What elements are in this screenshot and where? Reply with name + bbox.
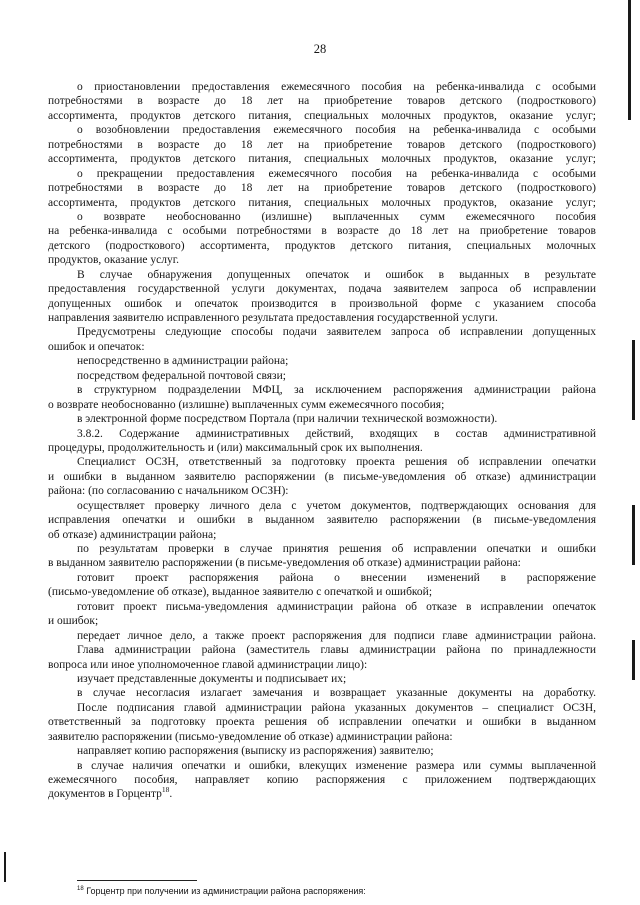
text-line: предоставления государственной услуги документах, подача заявителем запроса об исправлении xyxy=(48,283,596,296)
text-line: о возобновлении предоставления ежемесячного пособия на ребенка-инвалида с особыми xyxy=(77,124,596,137)
text-line: потребностями в возрасте до 18 лет на приобретение товаров детского (подросткового) xyxy=(48,182,596,195)
text-line: Глава администрации района (заместитель главы администрации района по принадлежности xyxy=(77,644,596,657)
footnote-ref[interactable]: 18 xyxy=(161,787,170,795)
text-line: о прекращении предоставления ежемесячного пособия на ребенка-инвалида с особыми xyxy=(77,167,596,180)
text-line: ошибок и опечаток: xyxy=(48,340,145,353)
text-line: допущенных ошибок и опечаток производится в произвольной форме с указанием способа xyxy=(48,297,596,310)
page-number: 28 xyxy=(313,42,327,56)
scan-edge-mark xyxy=(628,0,631,120)
text-line: готовит проект распоряжения района о внесении изменений в распоряжение xyxy=(77,571,596,584)
footnote-separator xyxy=(77,880,197,881)
text-line: Предусмотрены следующие способы подачи заявителем запроса об исправлении допущенных xyxy=(77,326,596,339)
footnote xyxy=(77,886,366,896)
text-line: В случае обнаружения допущенных опечаток и ошибок в выданных в результате xyxy=(77,268,596,281)
text-line: в электронной форме посредством Портала (при наличии технической возможности). xyxy=(77,413,498,426)
text-line: вопроса или иное уполномоченное главой администрации лицо): xyxy=(48,658,368,671)
text-line: заявителю распоряжении (письмо-уведомление об отказе) администрации района: xyxy=(48,730,453,743)
text-line: в выданном заявителю распоряжении (в письме-уведомления об отказе) администрации района: xyxy=(48,557,521,570)
text-line: о возврате необоснованно (излишне) выплаченных сумм ежемесячного пособия; xyxy=(48,398,445,411)
text-line: детского (подросткового) ассортимента, продуктов детского питания, специальных молочных xyxy=(48,239,596,252)
text-line: направляет копию распоряжения (выписку из распоряжения) заявителю; xyxy=(77,745,434,758)
text-line: готовит проект письма-уведомления администрации района об отказе в исправлении опечаток xyxy=(77,600,596,613)
text-line: потребностями в возрасте до 18 лет на приобретение товаров детского (подросткового) xyxy=(48,138,596,151)
text-line: на ребенка-инвалида с особыми потребностями в возрасте до 18 лет на приобретение товаров xyxy=(48,225,596,238)
text-line: в случае наличия опечатки и ошибки, влекущих изменение размера или суммы выплаченной xyxy=(77,759,596,772)
text-line: изучает представленные документы и подписывает их; xyxy=(77,672,347,685)
text-line: ответственный за подготовку проекта решения об исправлении опечатки и ошибки в выданном xyxy=(48,716,596,729)
scan-edge-mark xyxy=(632,505,635,565)
text-line: процедуры, продолжительность и (или) максимальный срок их выполнения. xyxy=(48,441,423,454)
text-line: исправления опечатки и ошибки в выданном заявителю распоряжении (в письме-уведомления xyxy=(48,514,596,527)
text-line: Специалист ОСЗН, ответственный за подготовку проекта решения об исправлении опечатки xyxy=(77,456,596,469)
text-line: направления заявителю исправленного результата предоставления государственной услуги. xyxy=(48,312,498,324)
text-line: (письмо-уведомление об отказе), выданное заявителю с опечаткой и ошибкой; xyxy=(48,586,433,599)
scan-edge-mark xyxy=(632,340,635,420)
text-line: района: (по согласованию с начальником ОСЗН): xyxy=(48,485,289,498)
text-line: ежемесячного пособия, направляет копию распоряжения с приложением подтверждающих xyxy=(48,774,596,786)
text-line: в структурном подразделении МФЦ, за исключением распоряжения администрации района xyxy=(77,384,596,397)
text-line: 3.8.2. Содержание административных действий, входящих в состав административной xyxy=(77,427,596,440)
text-line: документов в Горцентр$^{18}$. xyxy=(48,787,173,801)
text-line: передает личное дело, а также проект распоряжения для подписи главе администрации района. xyxy=(77,629,596,642)
text-line: и ошибки в выданном заявителю распоряжении (в письме-уведомления об отказе) администрации xyxy=(48,470,596,483)
scan-edge-mark xyxy=(632,640,635,680)
text-line: в случае несогласия излагает замечания и возвращает указанные документы на доработку. xyxy=(77,687,596,700)
text-line: продуктов, оказание услуг. xyxy=(48,254,180,267)
text-line-content: документов в Горцентр xyxy=(48,788,162,801)
text-line: потребностями в возрасте до 18 лет на приобретение товаров детского (подросткового) xyxy=(48,95,596,108)
footnote-text: Горцентр при получении из администрации района распоряжения: xyxy=(86,886,366,896)
footnote-marker: 18 xyxy=(77,886,84,892)
text-line: об отказе) администрации района; xyxy=(48,528,217,541)
text-line: о возврате необоснованно (излишне) выплаченных сумм ежемесячного пособия xyxy=(77,210,596,223)
text-line: непосредственно в администрации района; xyxy=(77,355,289,368)
text-line: о приостановлении предоставления ежемесячного пособия на ребенка-инвалида с особыми xyxy=(77,81,596,93)
text-line: ассортимента, продуктов детского питания, специальных молочных продуктов, оказание услуг; xyxy=(48,109,596,122)
text-line: ассортимента, продуктов детского питания, специальных молочных продуктов, оказание услуг; xyxy=(48,196,596,209)
text-line: ассортимента, продуктов детского питания, специальных молочных продуктов, оказание услуг; xyxy=(48,153,596,166)
document-body xyxy=(48,80,596,802)
text-line: посредством федеральной почтовой связи; xyxy=(77,369,286,382)
text-line: по результатам проверки в случае принятия решения об исправлении опечатки и ошибки xyxy=(77,543,596,555)
text-line: осуществляет проверку личного дела с учетом документов, подтверждающих основания для xyxy=(77,499,596,512)
text-line: и ошибок; xyxy=(48,615,99,628)
text-line: После подписания главой администрации района указанных документов – специалист ОСЗН, xyxy=(77,701,596,714)
scan-edge-mark xyxy=(4,852,6,882)
